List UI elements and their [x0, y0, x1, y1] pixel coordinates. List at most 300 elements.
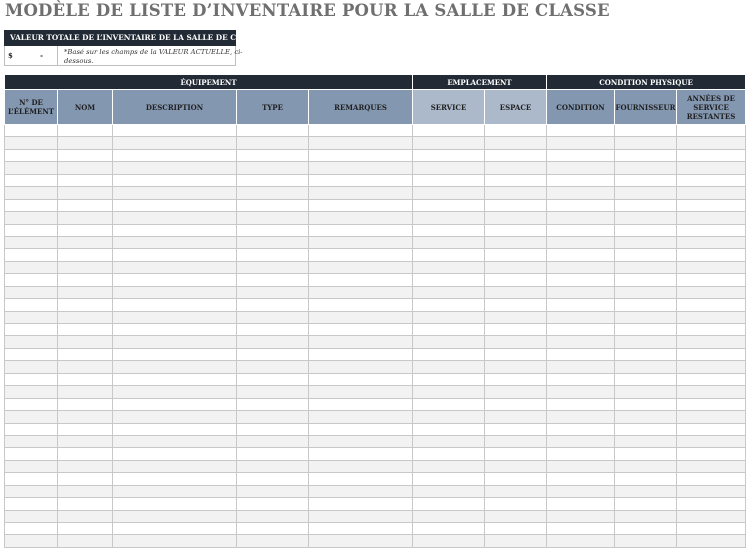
cell-description[interactable]	[113, 162, 237, 174]
cell-space[interactable]	[485, 199, 547, 211]
cell-name[interactable]	[58, 523, 113, 535]
cell-type[interactable]	[237, 435, 309, 447]
cell-supplier[interactable]	[615, 212, 677, 224]
cell-remarks[interactable]	[309, 174, 413, 186]
cell-name[interactable]	[58, 149, 113, 161]
cell-service[interactable]	[413, 162, 485, 174]
cell-space[interactable]	[485, 137, 547, 149]
cell-condition[interactable]	[547, 435, 615, 447]
cell-years-remaining[interactable]	[677, 274, 746, 286]
cell-space[interactable]	[485, 187, 547, 199]
cell-years-remaining[interactable]	[677, 373, 746, 385]
cell-type[interactable]	[237, 423, 309, 435]
cell-item-no[interactable]	[5, 498, 58, 510]
cell-space[interactable]	[485, 236, 547, 248]
cell-condition[interactable]	[547, 398, 615, 410]
cell-supplier[interactable]	[615, 523, 677, 535]
cell-service[interactable]	[413, 510, 485, 522]
cell-remarks[interactable]	[309, 473, 413, 485]
cell-type[interactable]	[237, 187, 309, 199]
cell-space[interactable]	[485, 149, 547, 161]
cell-space[interactable]	[485, 249, 547, 261]
cell-description[interactable]	[113, 473, 237, 485]
cell-name[interactable]	[58, 286, 113, 298]
cell-item-no[interactable]	[5, 523, 58, 535]
cell-item-no[interactable]	[5, 336, 58, 348]
cell-condition[interactable]	[547, 498, 615, 510]
cell-years-remaining[interactable]	[677, 361, 746, 373]
cell-space[interactable]	[485, 336, 547, 348]
cell-type[interactable]	[237, 149, 309, 161]
cell-condition[interactable]	[547, 535, 615, 547]
cell-description[interactable]	[113, 348, 237, 360]
cell-description[interactable]	[113, 174, 237, 186]
cell-name[interactable]	[58, 187, 113, 199]
cell-years-remaining[interactable]	[677, 435, 746, 447]
cell-service[interactable]	[413, 187, 485, 199]
cell-space[interactable]	[485, 311, 547, 323]
cell-description[interactable]	[113, 274, 237, 286]
cell-space[interactable]	[485, 299, 547, 311]
cell-type[interactable]	[237, 299, 309, 311]
cell-item-no[interactable]	[5, 212, 58, 224]
cell-item-no[interactable]	[5, 149, 58, 161]
cell-service[interactable]	[413, 498, 485, 510]
cell-name[interactable]	[58, 162, 113, 174]
cell-item-no[interactable]	[5, 373, 58, 385]
cell-description[interactable]	[113, 523, 237, 535]
cell-space[interactable]	[485, 125, 547, 137]
cell-service[interactable]	[413, 473, 485, 485]
cell-condition[interactable]	[547, 386, 615, 398]
cell-supplier[interactable]	[615, 398, 677, 410]
cell-service[interactable]	[413, 286, 485, 298]
cell-remarks[interactable]	[309, 373, 413, 385]
cell-description[interactable]	[113, 411, 237, 423]
cell-space[interactable]	[485, 162, 547, 174]
cell-condition[interactable]	[547, 299, 615, 311]
cell-remarks[interactable]	[309, 423, 413, 435]
cell-name[interactable]	[58, 261, 113, 273]
cell-years-remaining[interactable]	[677, 411, 746, 423]
cell-remarks[interactable]	[309, 299, 413, 311]
cell-description[interactable]	[113, 435, 237, 447]
cell-remarks[interactable]	[309, 510, 413, 522]
cell-years-remaining[interactable]	[677, 187, 746, 199]
cell-condition[interactable]	[547, 373, 615, 385]
cell-type[interactable]	[237, 224, 309, 236]
cell-supplier[interactable]	[615, 435, 677, 447]
cell-name[interactable]	[58, 249, 113, 261]
cell-service[interactable]	[413, 249, 485, 261]
cell-service[interactable]	[413, 212, 485, 224]
cell-supplier[interactable]	[615, 187, 677, 199]
cell-description[interactable]	[113, 137, 237, 149]
cell-years-remaining[interactable]	[677, 224, 746, 236]
cell-years-remaining[interactable]	[677, 212, 746, 224]
cell-condition[interactable]	[547, 361, 615, 373]
cell-years-remaining[interactable]	[677, 137, 746, 149]
cell-name[interactable]	[58, 473, 113, 485]
cell-description[interactable]	[113, 261, 237, 273]
cell-years-remaining[interactable]	[677, 460, 746, 472]
cell-years-remaining[interactable]	[677, 535, 746, 547]
cell-space[interactable]	[485, 485, 547, 497]
cell-condition[interactable]	[547, 249, 615, 261]
cell-years-remaining[interactable]	[677, 336, 746, 348]
cell-type[interactable]	[237, 535, 309, 547]
cell-type[interactable]	[237, 523, 309, 535]
cell-description[interactable]	[113, 212, 237, 224]
cell-description[interactable]	[113, 286, 237, 298]
cell-service[interactable]	[413, 411, 485, 423]
cell-condition[interactable]	[547, 473, 615, 485]
cell-type[interactable]	[237, 324, 309, 336]
cell-name[interactable]	[58, 336, 113, 348]
cell-remarks[interactable]	[309, 274, 413, 286]
cell-type[interactable]	[237, 212, 309, 224]
cell-years-remaining[interactable]	[677, 125, 746, 137]
cell-condition[interactable]	[547, 199, 615, 211]
cell-condition[interactable]	[547, 149, 615, 161]
cell-item-no[interactable]	[5, 224, 58, 236]
cell-space[interactable]	[485, 174, 547, 186]
cell-supplier[interactable]	[615, 460, 677, 472]
cell-type[interactable]	[237, 311, 309, 323]
cell-description[interactable]	[113, 373, 237, 385]
cell-space[interactable]	[485, 523, 547, 535]
cell-remarks[interactable]	[309, 199, 413, 211]
cell-item-no[interactable]	[5, 386, 58, 398]
cell-description[interactable]	[113, 187, 237, 199]
cell-description[interactable]	[113, 125, 237, 137]
cell-years-remaining[interactable]	[677, 311, 746, 323]
cell-description[interactable]	[113, 386, 237, 398]
cell-type[interactable]	[237, 199, 309, 211]
cell-supplier[interactable]	[615, 299, 677, 311]
cell-supplier[interactable]	[615, 373, 677, 385]
cell-remarks[interactable]	[309, 125, 413, 137]
cell-service[interactable]	[413, 386, 485, 398]
cell-years-remaining[interactable]	[677, 423, 746, 435]
cell-type[interactable]	[237, 336, 309, 348]
cell-supplier[interactable]	[615, 473, 677, 485]
cell-space[interactable]	[485, 348, 547, 360]
cell-space[interactable]	[485, 473, 547, 485]
cell-supplier[interactable]	[615, 199, 677, 211]
cell-name[interactable]	[58, 498, 113, 510]
cell-space[interactable]	[485, 373, 547, 385]
cell-supplier[interactable]	[615, 386, 677, 398]
cell-remarks[interactable]	[309, 224, 413, 236]
cell-years-remaining[interactable]	[677, 261, 746, 273]
cell-remarks[interactable]	[309, 212, 413, 224]
cell-remarks[interactable]	[309, 249, 413, 261]
cell-name[interactable]	[58, 398, 113, 410]
cell-description[interactable]	[113, 311, 237, 323]
cell-service[interactable]	[413, 460, 485, 472]
cell-description[interactable]	[113, 249, 237, 261]
cell-years-remaining[interactable]	[677, 324, 746, 336]
cell-item-no[interactable]	[5, 162, 58, 174]
cell-remarks[interactable]	[309, 149, 413, 161]
cell-condition[interactable]	[547, 137, 615, 149]
cell-service[interactable]	[413, 423, 485, 435]
cell-description[interactable]	[113, 460, 237, 472]
cell-name[interactable]	[58, 199, 113, 211]
cell-years-remaining[interactable]	[677, 299, 746, 311]
cell-name[interactable]	[58, 224, 113, 236]
cell-description[interactable]	[113, 149, 237, 161]
cell-description[interactable]	[113, 510, 237, 522]
cell-condition[interactable]	[547, 236, 615, 248]
total-value-cell[interactable]	[5, 46, 58, 65]
cell-type[interactable]	[237, 249, 309, 261]
cell-remarks[interactable]	[309, 348, 413, 360]
cell-name[interactable]	[58, 535, 113, 547]
cell-description[interactable]	[113, 448, 237, 460]
cell-service[interactable]	[413, 236, 485, 248]
cell-item-no[interactable]	[5, 286, 58, 298]
cell-condition[interactable]	[547, 224, 615, 236]
cell-condition[interactable]	[547, 125, 615, 137]
cell-item-no[interactable]	[5, 448, 58, 460]
cell-type[interactable]	[237, 174, 309, 186]
cell-type[interactable]	[237, 448, 309, 460]
cell-item-no[interactable]	[5, 485, 58, 497]
cell-type[interactable]	[237, 261, 309, 273]
cell-space[interactable]	[485, 535, 547, 547]
cell-remarks[interactable]	[309, 485, 413, 497]
cell-item-no[interactable]	[5, 174, 58, 186]
cell-description[interactable]	[113, 498, 237, 510]
cell-description[interactable]	[113, 324, 237, 336]
cell-item-no[interactable]	[5, 311, 58, 323]
cell-item-no[interactable]	[5, 411, 58, 423]
cell-space[interactable]	[485, 324, 547, 336]
cell-years-remaining[interactable]	[677, 249, 746, 261]
cell-name[interactable]	[58, 423, 113, 435]
cell-service[interactable]	[413, 137, 485, 149]
cell-service[interactable]	[413, 324, 485, 336]
cell-name[interactable]	[58, 386, 113, 398]
cell-space[interactable]	[485, 286, 547, 298]
cell-item-no[interactable]	[5, 435, 58, 447]
cell-type[interactable]	[237, 373, 309, 385]
cell-name[interactable]	[58, 324, 113, 336]
cell-remarks[interactable]	[309, 261, 413, 273]
cell-service[interactable]	[413, 373, 485, 385]
cell-years-remaining[interactable]	[677, 174, 746, 186]
cell-space[interactable]	[485, 510, 547, 522]
cell-remarks[interactable]	[309, 286, 413, 298]
cell-remarks[interactable]	[309, 435, 413, 447]
cell-item-no[interactable]	[5, 361, 58, 373]
cell-supplier[interactable]	[615, 411, 677, 423]
cell-item-no[interactable]	[5, 460, 58, 472]
cell-space[interactable]	[485, 411, 547, 423]
cell-item-no[interactable]	[5, 324, 58, 336]
cell-type[interactable]	[237, 137, 309, 149]
cell-condition[interactable]	[547, 336, 615, 348]
cell-space[interactable]	[485, 224, 547, 236]
cell-type[interactable]	[237, 386, 309, 398]
cell-name[interactable]	[58, 348, 113, 360]
cell-name[interactable]	[58, 448, 113, 460]
cell-supplier[interactable]	[615, 162, 677, 174]
cell-item-no[interactable]	[5, 236, 58, 248]
cell-type[interactable]	[237, 348, 309, 360]
cell-name[interactable]	[58, 311, 113, 323]
cell-space[interactable]	[485, 261, 547, 273]
cell-type[interactable]	[237, 361, 309, 373]
cell-type[interactable]	[237, 411, 309, 423]
cell-years-remaining[interactable]	[677, 448, 746, 460]
cell-supplier[interactable]	[615, 498, 677, 510]
cell-condition[interactable]	[547, 261, 615, 273]
cell-name[interactable]	[58, 460, 113, 472]
cell-space[interactable]	[485, 212, 547, 224]
cell-condition[interactable]	[547, 460, 615, 472]
cell-description[interactable]	[113, 535, 237, 547]
cell-space[interactable]	[485, 460, 547, 472]
cell-name[interactable]	[58, 435, 113, 447]
cell-name[interactable]	[58, 361, 113, 373]
cell-years-remaining[interactable]	[677, 523, 746, 535]
cell-item-no[interactable]	[5, 137, 58, 149]
cell-description[interactable]	[113, 423, 237, 435]
cell-condition[interactable]	[547, 324, 615, 336]
cell-item-no[interactable]	[5, 249, 58, 261]
cell-service[interactable]	[413, 125, 485, 137]
cell-description[interactable]	[113, 336, 237, 348]
cell-service[interactable]	[413, 535, 485, 547]
cell-supplier[interactable]	[615, 261, 677, 273]
cell-name[interactable]	[58, 485, 113, 497]
cell-supplier[interactable]	[615, 510, 677, 522]
cell-space[interactable]	[485, 423, 547, 435]
cell-remarks[interactable]	[309, 361, 413, 373]
cell-item-no[interactable]	[5, 423, 58, 435]
cell-item-no[interactable]	[5, 199, 58, 211]
cell-remarks[interactable]	[309, 398, 413, 410]
cell-supplier[interactable]	[615, 423, 677, 435]
cell-name[interactable]	[58, 373, 113, 385]
cell-remarks[interactable]	[309, 535, 413, 547]
cell-years-remaining[interactable]	[677, 286, 746, 298]
cell-supplier[interactable]	[615, 224, 677, 236]
cell-condition[interactable]	[547, 212, 615, 224]
cell-years-remaining[interactable]	[677, 386, 746, 398]
cell-supplier[interactable]	[615, 274, 677, 286]
cell-years-remaining[interactable]	[677, 162, 746, 174]
cell-space[interactable]	[485, 448, 547, 460]
cell-remarks[interactable]	[309, 311, 413, 323]
cell-remarks[interactable]	[309, 162, 413, 174]
cell-type[interactable]	[237, 498, 309, 510]
cell-condition[interactable]	[547, 187, 615, 199]
cell-name[interactable]	[58, 137, 113, 149]
cell-service[interactable]	[413, 336, 485, 348]
cell-supplier[interactable]	[615, 286, 677, 298]
cell-condition[interactable]	[547, 274, 615, 286]
cell-supplier[interactable]	[615, 125, 677, 137]
cell-service[interactable]	[413, 361, 485, 373]
cell-years-remaining[interactable]	[677, 236, 746, 248]
cell-type[interactable]	[237, 398, 309, 410]
cell-condition[interactable]	[547, 523, 615, 535]
cell-description[interactable]	[113, 199, 237, 211]
cell-type[interactable]	[237, 162, 309, 174]
cell-description[interactable]	[113, 398, 237, 410]
cell-name[interactable]	[58, 299, 113, 311]
cell-service[interactable]	[413, 398, 485, 410]
cell-space[interactable]	[485, 435, 547, 447]
cell-type[interactable]	[237, 286, 309, 298]
cell-supplier[interactable]	[615, 311, 677, 323]
cell-condition[interactable]	[547, 311, 615, 323]
cell-space[interactable]	[485, 361, 547, 373]
cell-item-no[interactable]	[5, 348, 58, 360]
cell-item-no[interactable]	[5, 473, 58, 485]
cell-years-remaining[interactable]	[677, 398, 746, 410]
cell-service[interactable]	[413, 523, 485, 535]
cell-remarks[interactable]	[309, 324, 413, 336]
cell-name[interactable]	[58, 274, 113, 286]
cell-service[interactable]	[413, 261, 485, 273]
cell-supplier[interactable]	[615, 348, 677, 360]
cell-description[interactable]	[113, 361, 237, 373]
cell-years-remaining[interactable]	[677, 199, 746, 211]
cell-item-no[interactable]	[5, 274, 58, 286]
cell-remarks[interactable]	[309, 386, 413, 398]
cell-item-no[interactable]	[5, 261, 58, 273]
cell-years-remaining[interactable]	[677, 510, 746, 522]
cell-type[interactable]	[237, 274, 309, 286]
cell-type[interactable]	[237, 510, 309, 522]
cell-condition[interactable]	[547, 286, 615, 298]
cell-service[interactable]	[413, 274, 485, 286]
cell-type[interactable]	[237, 236, 309, 248]
cell-remarks[interactable]	[309, 448, 413, 460]
cell-service[interactable]	[413, 311, 485, 323]
cell-years-remaining[interactable]	[677, 348, 746, 360]
cell-service[interactable]	[413, 485, 485, 497]
cell-item-no[interactable]	[5, 535, 58, 547]
cell-item-no[interactable]	[5, 398, 58, 410]
cell-item-no[interactable]	[5, 510, 58, 522]
cell-item-no[interactable]	[5, 187, 58, 199]
cell-service[interactable]	[413, 448, 485, 460]
cell-remarks[interactable]	[309, 498, 413, 510]
cell-service[interactable]	[413, 174, 485, 186]
cell-supplier[interactable]	[615, 149, 677, 161]
cell-space[interactable]	[485, 398, 547, 410]
cell-condition[interactable]	[547, 485, 615, 497]
cell-supplier[interactable]	[615, 137, 677, 149]
cell-supplier[interactable]	[615, 324, 677, 336]
cell-description[interactable]	[113, 224, 237, 236]
cell-condition[interactable]	[547, 423, 615, 435]
cell-service[interactable]	[413, 299, 485, 311]
cell-condition[interactable]	[547, 174, 615, 186]
cell-years-remaining[interactable]	[677, 485, 746, 497]
cell-remarks[interactable]	[309, 137, 413, 149]
cell-years-remaining[interactable]	[677, 498, 746, 510]
cell-supplier[interactable]	[615, 174, 677, 186]
cell-name[interactable]	[58, 510, 113, 522]
cell-remarks[interactable]	[309, 411, 413, 423]
